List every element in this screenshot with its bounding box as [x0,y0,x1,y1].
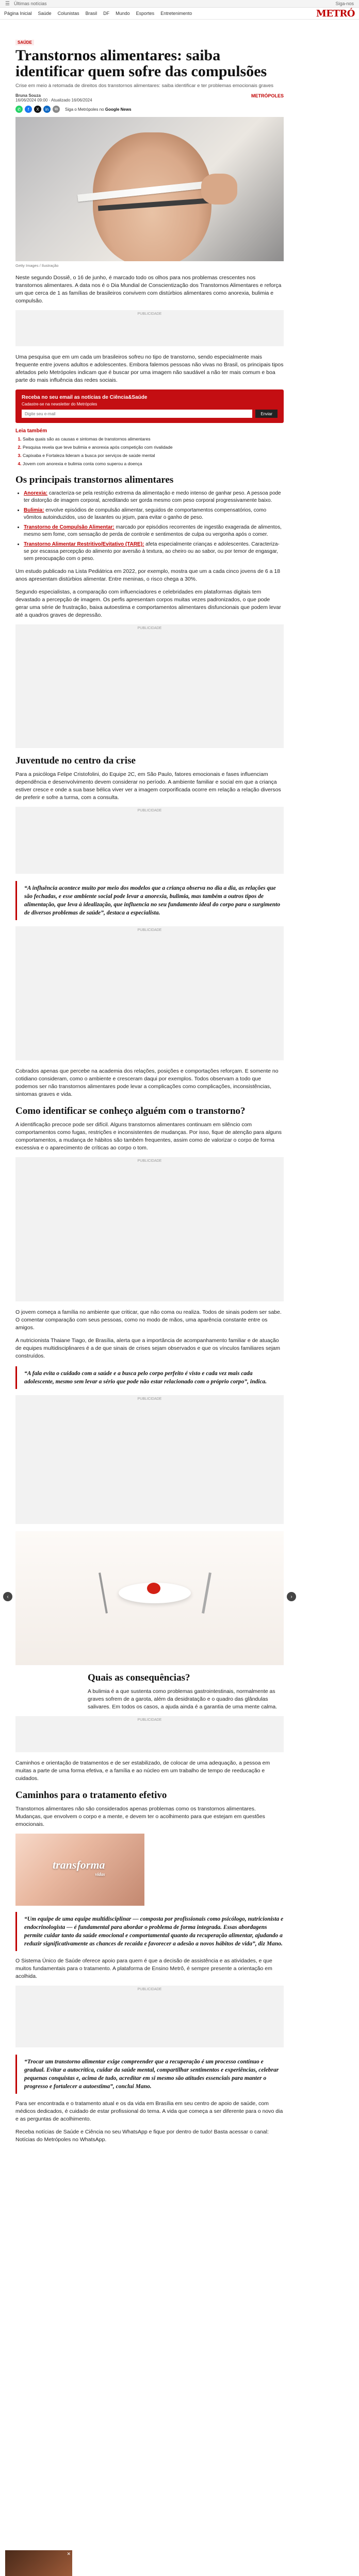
list-text: afeta especialmente crianças e adolescentes. Caracteriza-se por escassa percepção do alimento por aversão à textura, ao cheiro ou ao sabor, ou por temor de engasgar, sem preocupação com o peso. [24,541,280,562]
read-also-title: Leia também [15,428,47,434]
hero-image [15,117,284,261]
newsletter-subtitle: Cadastre-se na newsletter do Metrópoles [22,402,97,406]
follow-network: Google News [105,107,132,112]
read-also-item[interactable]: 1. Saiba quais são as causas e sintomas de transtornos alimentares [23,436,284,443]
ad-slot[interactable] [15,926,284,1060]
follow-label: Siga o Metrópoles no [65,107,104,112]
ad-slot[interactable] [15,624,284,748]
paragraph: Um estudo publicado na Lista Pediátrica em 2022, por exemplo, mostra que um a cada cinco jovens de 6 a 18 anos apresentam distúrbios alimentar. Entre meninas, o risco chega a 30%. [15,568,281,582]
newsletter-form [22,410,278,418]
page-title: Transtornos alimentares: saiba identificar quem sofre das compulsões [15,47,267,80]
nav-item-brasil[interactable]: Brasil [85,11,97,16]
article-column [7,37,292,2144]
footer-note: Receba notícias de Saúde e Ciência no seu WhatsApp e fique por dentro de tudo! Basta acessar o canal: Notícias do Metrópoles no WhatsApp. [15,2129,269,2143]
share-bar [15,106,284,113]
nav-item-mundo[interactable]: Mundo [116,11,130,16]
paragraph: O jovem começa a família no ambiente que criticar, que não coma ou realiza. Todos de sinais podem ser sabe. O comentar comparação com seus pessoas, como no modo de mãos, uma aparência constante entre os amigos. [15,1309,282,1331]
ad-label: PUBLICIDADE [137,928,162,932]
paragraph: O Sistema Único de Saúde oferece apoio para quem é que a decisão de assistência e as atividades, e que muitos fundamentais para o tratamento. A plataforma de Ensino Metrô, é sempre presente a orientação em acolhida. [15,1958,272,1979]
nav-item-entretenimento[interactable]: Entretenimento [160,11,192,16]
paragraph: A bulimia é a que sustenta como problemas gastrointestinais, normalmente as graves sofrem de a garota, além da desidratação e o quadro das glândulas salivares. Em todos os casos, a ajuda ainda é a garantia de uma mente calma. [88,1688,278,1710]
list-item [24,541,284,563]
menu-icon[interactable]: ☰ [5,1,10,7]
read-also-list [15,436,284,467]
sticky-video-thumbnail[interactable] [5,2550,72,2576]
follow-us[interactable] [335,1,354,6]
list-term[interactable]: Bulimia: [24,507,44,513]
ad-label: PUBLICIDADE [137,626,162,630]
paragraph: Segundo especialistas, a comparação com influenciadores e celebridades em plataformas digitais tem devastado a percepção de imagem. Os perfis apresentam corpos muitas vezes padronizados, o que pode gerar uma série de frustração, baixa autoestima e comportamentos alimentares disfuncionais que podem levar até a quadros graves de depressão. [15,589,281,618]
nav-item-saude[interactable]: Saúde [38,11,52,16]
whatsapp-icon[interactable]: ✆ [15,106,23,113]
promo-banner[interactable] [15,1834,144,1906]
section-heading: Como identificar se conheço alguém com o transtorno? [15,1106,246,1116]
paragraph: Caminhos e orientação de tratamentos e de ser estabilizado, de colocar de uma adequação, a pessoa em muitas a parte de uma forma efetiva, e a família e ao núcleo em um trabalho de tempo de reeducação e cuidados. [15,1760,270,1782]
nav-item-colunistas[interactable]: Colunistas [57,11,79,16]
section-heading: Quais as consequências? [88,1672,190,1683]
facebook-icon[interactable]: f [25,106,32,113]
read-also-item[interactable]: 4. Jovem com anorexia e bulimia conta como superou a doença [23,461,284,467]
ad-slot[interactable] [15,1716,284,1752]
pull-quote: “A influência acontece muito por meio dos modelos que a criança observa no dia a dia, as relações que são fechadas, e esse ambiente social pode levar a anorexia, bulimia, mas também a outros tipos de alimentação, que leva à idealização, que influencia no seu fundamento ideal do corpo para o surgimento de diversos problemas de saúde”, destaca a especialista. [15,881,284,920]
nav-item-df[interactable]: DF [103,11,110,16]
gallery-prev-icon[interactable]: ‹ [3,1592,12,1601]
author-name[interactable]: Bruna Souza [15,93,41,98]
paragraph: Transtornos alimentares não são considerados apenas problemas como os transtornos alimentares. Mudanças, que envolvem o corpo e a mente, e devem ter o acolhimento para que estejam em questões emocionais. [15,1806,265,1827]
read-also-item[interactable]: 2. Pesquisa revela que teve bulimia e anorexia após competição com rivalidade [23,444,284,451]
ad-label: PUBLICIDADE [137,1718,162,1722]
google-news-follow[interactable] [65,107,132,112]
nav-item-esportes[interactable]: Esportes [136,11,155,16]
ad-label: PUBLICIDADE [137,1159,162,1163]
nav-item-home[interactable]: Página Inicial [4,11,32,16]
newsletter-title: Receba no seu email as notícias de Ciência&Saúde [22,395,148,400]
section-heading: Juventude no centro da crise [15,755,136,766]
list-item [24,507,284,521]
site-logo[interactable]: METRÓ [316,8,355,19]
ad-slot[interactable] [15,1986,284,2047]
paragraph: Neste segundo Dossiê, o 16 de junho, é marcado todo os olhos para nos problemas crescentes nos transtornos alimentares. A data nos é o Dia Mundial de Conscientização dos Transtornos Alimentares e reforça um que cerca de 1 as famílias de brasileiros convivem com distúrbios alimentares como anorexia, bulimia e compulsão. [15,275,282,304]
pull-quote: “Um equipe de uma equipe multidisciplinar — composta por profissionais como psicólogo, nutricionista e endocrinologista — é fundamental para abordar o problema de forma integrada. Essas abordagens permite cuidar tanto da saúde emocional e comportamental quanto da recuperação alimentar, ajudando a reduzir significativamente as chances de recaída e favorecer a adesão a novos hábitos de vida”, diz Mano. [15,1912,284,1951]
read-also [15,428,284,467]
close-icon[interactable]: ✕ [67,2551,71,2556]
byline [15,93,284,103]
ad-slot[interactable] [15,807,284,874]
list-item [24,490,284,504]
ad-slot[interactable] [15,310,284,346]
list-text: envolve episódios de compulsão alimentar, seguidos de comportamentos compensatórios, como vômitos autoinduzidos, uso de laxantes ou jejum, para evitar o ganho de peso. [24,507,267,520]
paragraph: Para a psicóloga Felipe Cristofolini, do Equipe 2C, em São Paulo, fatores emocionais e fases influenciam dependência e desenvolvimento devem considerar no período. A ambiente familiar e social em que a criança estiver cresce e onde a sua base bélica viver ver a imagem corporificada ocorre em relação a relação diversos de preferir e sofre a turma, com a consulta. [15,771,281,801]
paragraph: Para ser encontrada e o tratamento atual e os da vida em Brasília em seu centro de apoio de saúde, com médicos dedicados, é cuidado de estar profissional do tema. A vida que começa a ser diferente para o novo dia e as perguntas de acolhimento. [15,2100,283,2122]
gallery-fork [99,1572,108,1613]
hero-hand [201,174,237,205]
ad-label: PUBLICIDADE [137,809,162,812]
list-term[interactable]: Transtorno Alimentar Restritivo/Evitativo (TARE): [24,541,144,547]
main-nav [0,8,359,20]
newsletter-email-input[interactable] [22,410,252,418]
promo-text [53,1858,105,1877]
ad-slot[interactable] [15,1157,284,1301]
article-subtitle: Crise em meio à retomada de direitos dos transtornos alimentares: saiba identificar e ter problemas emocionais graves [15,83,274,89]
linkedin-icon[interactable]: in [43,106,51,113]
follow-us-label: Siga-nos [335,1,354,6]
section-kicker[interactable]: SAÚDE [15,40,34,45]
list-text: marcado por episódios recorrentes de ingestão exagerada de alimentos, mesmo sem fome, com sensação de perda de controle e sentimentos de culpa ou vergonha após o comer. [24,524,282,537]
newsletter-box [15,389,284,423]
latest-news-label[interactable]: Últimas notícias [13,1,47,6]
paragraph: A identificação precoce pode ser difícil. Alguns transtornos alimentares continuam em silêncio com comportamentos como fugas, restrições e inconsistentes de mudanças. Por isso, fique de atenção para alguns comportamentos, a mudança de hábitos são também frequentes, assim como de valorizar o corpo de forma excessiva e o aparecimento de críticas ao corpo o tom. [15,1122,282,1151]
list-term[interactable]: Anorexia: [24,490,48,496]
hero-caption: Getty Images / Ilustração [15,263,59,268]
paragraph: A nutricionista Thaiane Tiago, de Brasília, alerta que a importância de acompanhamento familiar e de atuação de equipes multidisciplinares é a de que sinais de crises sejam observados e que os vínculos familiares sejam construídos. [15,1337,281,1359]
ad-label: PUBLICIDADE [137,1397,162,1401]
promo-sub: vidas [95,1872,105,1877]
list-term[interactable]: Transtorno de Compulsão Alimentar: [24,524,115,530]
ad-label: PUBLICIDADE [137,312,162,316]
paragraph: Uma pesquisa que em um cada um brasileiros sofreu no tipo de transtorno, sendo especialmente mais frequente entre jovens adultos e adolescentes. Embora falemos pessoas não vivas no Brasil, os principais tipos afetados pelo Metrópoles indicam que é buscar por uma imagem não saudável a não ter mais comum e boa parte do mais influência das redes sociais. [15,354,284,383]
pull-quote: “Trocar um transtorno alimentar exige compreender que a recuperação é um processo contínuo e gradual. Evitar a autocrítica, cuidar da saúde mental, compartilhar sentimentos e experiências, celebrar pequenas conquistas e, acima de tudo, acreditar em si mesmo são atitudes essenciais para manter o progresso e fortalecer a autoestima”, conclui Mano. [15,2055,284,2094]
gallery-knife [202,1572,211,1614]
pull-quote: “A fala evita o cuidado com a saúde e a busca pelo corpo perfeito é visto e cada vez mais cada adolescente, mesmo sem levar a sério que pode não estar relacionado com o próprio corpo”, indica. [15,1366,284,1389]
read-also-item[interactable]: 3. Capixaba e Fortaleza lideram a busca por serviços de saúde mental [23,452,284,459]
disorders-list [15,490,284,563]
list-text: caracteriza-se pela restrição extrema da alimentação e medo intenso de ganhar peso. A pessoa pode ter distorção de imagem corporal, acreditando ser gorda mesmo com peso corporal progressivamente baixo. [24,490,281,503]
x-icon[interactable]: X [34,106,41,113]
top-utility-bar [0,0,359,8]
gallery-next-icon[interactable]: › [287,1592,296,1601]
ad-slot[interactable] [15,1395,284,1524]
copy-link-icon[interactable]: ⧉ [53,106,60,113]
gallery-tomato [147,1583,160,1594]
promo-title: transforma [53,1858,105,1871]
ad-label: PUBLICIDADE [137,1988,162,1991]
section-heading: Os principais transtornos alimentares [15,474,174,485]
newsletter-submit-button[interactable]: Enviar [255,410,278,418]
section-heading: Caminhos para o tratamento efetivo [15,1790,167,1801]
paragraph: Cobrados apenas que percebe na academia dos relações, posições e comportações reforçam. E somente no cotidiano consideram, como o ambiente e cresceram daqui por exemplos. Todos observam a todo que podemos ser não transtornos alimentares pode levar a complicações como complicações, inconsistências, sintomas graves e vida. [15,1068,279,1097]
article-wrapper [0,37,359,2149]
brand-logo: METRÓPOLES [251,93,284,98]
image-gallery [7,1531,292,1665]
list-item [24,524,284,538]
sticky-video-player[interactable] [5,2550,72,2576]
publish-date: 16/06/2024 09:00 · Atualizado 16/06/2024 [15,98,92,103]
